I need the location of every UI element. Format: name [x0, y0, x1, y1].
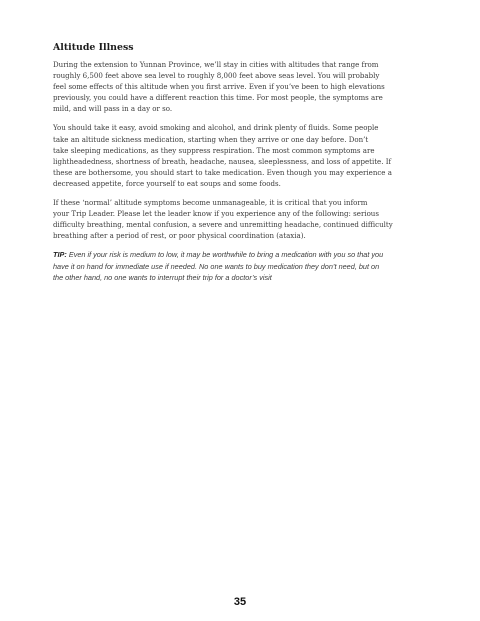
- text-line: roughly 6,500 feet above sea level to roughly 8,000 feet above seas level. You will probably: [53, 71, 380, 81]
- text-line: your Trip Leader. Please let the leader know if you experience any of the following: serious: [53, 209, 379, 219]
- text-line: feel some effects of this altitude when you first arrive. Even if you’ve been to high elevations: [53, 82, 385, 92]
- page-number: 35: [233, 596, 247, 608]
- tip-callout: [53, 249, 431, 282]
- section-heading: Altitude Illness: [53, 42, 134, 53]
- document-page: [53, 41, 431, 283]
- tip-label: TIP:: [53, 250, 67, 260]
- text-line: You should take it easy, avoid smoking and alcohol, and drink plenty of fluids. Some people: [53, 123, 379, 133]
- paragraph-advice: [53, 122, 431, 189]
- text-line: lightheadedness, shortness of breath, headache, nausea, sleeplessness, and loss of appetite. If: [53, 156, 392, 166]
- paragraph-warning: [53, 197, 431, 241]
- text-line: If these ‘normal’ altitude symptoms become unmanageable, it is critical that you inform: [53, 198, 368, 208]
- text-line: difficulty breathing, mental confusion, a severe and unremitting headache, continued difficulty: [53, 220, 393, 230]
- text-line: mild, and will pass in a day or so.: [53, 104, 173, 114]
- text-line: breathing after a period of rest, or poor physical coordination (ataxia).: [53, 231, 306, 241]
- text-line: take an altitude sickness medication, starting when they arrive or one day before. Don’t: [53, 134, 369, 144]
- text-line: During the extension to Yunnan Province, we’ll stay in cities with altitudes that range from: [53, 60, 379, 69]
- tip-line: the other hand, no one wants to interrupt their trip for a doctor’s visit: [53, 272, 272, 282]
- paragraph-intro: [53, 59, 431, 114]
- text-line: previously, you could have a different reaction this time. For most people, the symptoms are: [53, 93, 383, 103]
- text-line: these are bothersome, you should start to take medication. Even though you may experience a: [53, 167, 392, 177]
- tip-text: Even if your risk is medium to low, it may be worthwhile to bring a medication with you so that you: [66, 250, 384, 260]
- tip-line: have it on hand for immediate use if needed. No one wants to buy medication they don’t need, but on: [53, 261, 380, 271]
- text-line: take sleeping medications, as they suppress respiration. The most common symptoms are: [53, 145, 375, 155]
- text-line: decreased appetite, force yourself to eat soups and some foods.: [53, 178, 281, 188]
- tip-line: [53, 249, 431, 260]
